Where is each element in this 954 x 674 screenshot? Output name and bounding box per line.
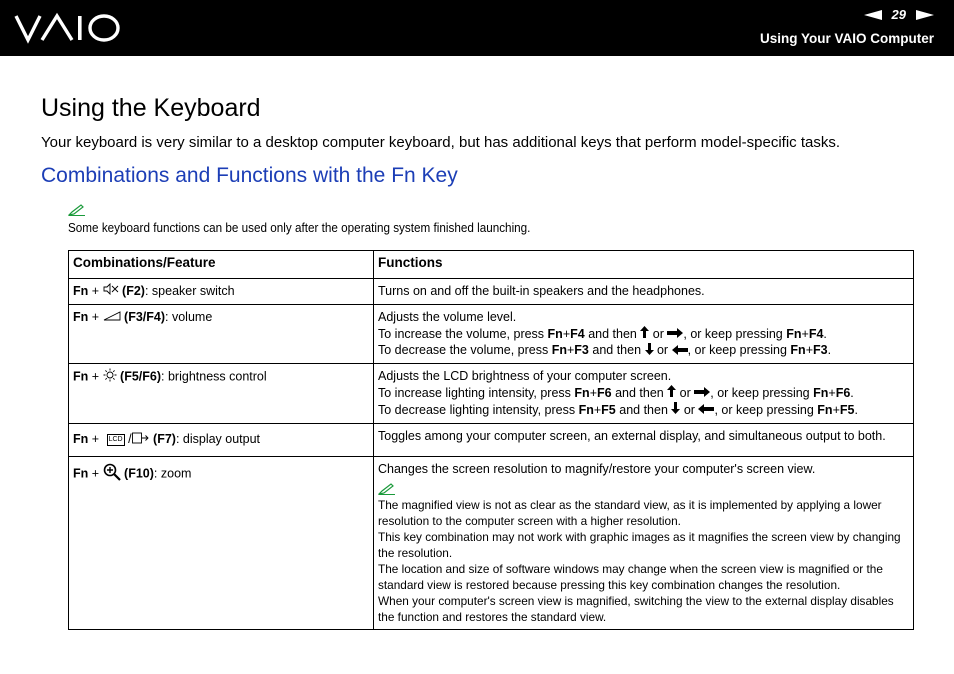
fn-key-label: Fn xyxy=(73,310,89,324)
feature-label: : zoom xyxy=(153,466,192,481)
text: Fn xyxy=(574,385,590,400)
text: Fn xyxy=(547,326,563,341)
combination-cell xyxy=(69,305,374,364)
prev-page-arrow-icon[interactable] xyxy=(864,10,882,20)
text: and then xyxy=(584,326,641,341)
zoom-notes xyxy=(378,497,909,625)
text: F4 xyxy=(570,326,585,341)
function-desc: Adjusts the LCD brightness of your computer screen. xyxy=(378,369,672,384)
slash: / xyxy=(128,432,132,447)
table-row xyxy=(69,279,914,305)
function-cell xyxy=(374,456,914,630)
page-number: 29 xyxy=(891,7,906,22)
note-text: Some keyboard functions can be used only after the operating system finished launching. xyxy=(68,220,531,235)
function-cell: Turns on and off the built-in speakers and the headphones. xyxy=(374,279,914,305)
zoom-icon xyxy=(103,463,121,486)
table-row xyxy=(69,423,914,456)
text: To increase the volume, press xyxy=(378,326,548,341)
text: or xyxy=(649,326,668,341)
key-label: (F2) xyxy=(122,284,145,298)
fn-key-label: Fn xyxy=(73,284,89,298)
note-pencil-icon xyxy=(68,203,86,221)
table-header-row xyxy=(69,251,914,279)
column-header: Functions xyxy=(374,251,914,279)
text: . xyxy=(827,343,832,358)
table-row xyxy=(69,305,914,364)
next-page-arrow-icon[interactable] xyxy=(916,10,934,20)
text: To increase lighting intensity, press xyxy=(378,385,575,400)
zoom-note: When your computer's screen view is magnified, switching the view to the external display disables the function and restores the standard view. xyxy=(378,594,894,625)
function-decrease xyxy=(378,342,909,359)
text: Fn xyxy=(551,343,567,358)
text: + xyxy=(589,385,597,400)
feature-label: : brightness control xyxy=(161,369,267,384)
text: Fn xyxy=(578,402,594,417)
text: + xyxy=(832,402,840,417)
combination-cell xyxy=(69,456,374,630)
fn-key-table xyxy=(68,250,914,630)
text: To decrease lighting intensity, press xyxy=(378,402,579,417)
feature-label: : display output xyxy=(175,432,261,447)
vaio-logo xyxy=(14,12,122,44)
text: + xyxy=(828,385,836,400)
header-bar xyxy=(0,0,954,56)
column-header: Combinations/Feature xyxy=(69,251,374,279)
arrow-right-icon xyxy=(694,385,710,402)
text: F3 xyxy=(813,343,828,358)
text: F6 xyxy=(835,385,851,400)
table-row xyxy=(69,364,914,423)
text: . xyxy=(854,402,858,417)
text: Fn xyxy=(786,326,802,341)
lcd-icon: LCD xyxy=(107,434,125,446)
text: + xyxy=(562,326,571,341)
brightness-icon xyxy=(103,368,117,387)
text: Fn xyxy=(817,402,833,417)
text: + xyxy=(805,343,813,358)
combination-cell xyxy=(69,364,374,423)
arrow-up-icon xyxy=(640,326,649,343)
function-desc: Adjusts the volume level. xyxy=(378,310,517,324)
text: + xyxy=(566,343,575,358)
note-pencil-icon xyxy=(378,483,909,495)
function-desc: Changes the screen resolution to magnify/restore your computer's screen view. xyxy=(378,461,816,476)
key-label: (F10) xyxy=(124,466,154,481)
speaker-off-icon xyxy=(103,283,119,300)
zoom-note: The magnified view is not as clear as the standard view, as it is implemented by applying a lower resolution to the computer screen with a higher resolution. xyxy=(378,498,882,529)
arrow-left-icon xyxy=(672,343,688,360)
key-label: (F7) xyxy=(153,432,176,447)
plus-sign: + xyxy=(91,432,100,447)
page-navigator xyxy=(864,7,934,22)
key-label: (F5/F6) xyxy=(120,369,162,384)
arrow-up-icon xyxy=(667,385,676,402)
function-cell: Toggles among your computer screen, an external display, and simultaneous output to both. xyxy=(374,423,914,456)
arrow-down-icon xyxy=(645,343,654,360)
function-increase xyxy=(378,326,909,343)
key-label: (F3/F4) xyxy=(124,310,166,324)
text: . xyxy=(850,385,854,400)
text: + xyxy=(593,402,602,417)
feature-label: : volume xyxy=(165,310,213,324)
function-increase xyxy=(378,385,909,402)
combination-cell xyxy=(69,279,374,305)
zoom-note: The location and size of software windows may change when the screen view is magnified or the standard view is restored because pressing this key combination changes the resolution. xyxy=(378,562,883,593)
plus-sign: + xyxy=(91,284,100,298)
text: F4 xyxy=(808,326,824,341)
plus-sign: + xyxy=(91,310,100,324)
text: , or keep pressing xyxy=(687,343,791,358)
section-heading: Combinations and Functions with the Fn Key xyxy=(41,164,458,187)
text: F6 xyxy=(597,385,612,400)
function-cell xyxy=(374,305,914,364)
text: + xyxy=(801,326,809,341)
combination-cell xyxy=(69,423,374,456)
fn-key-label: Fn xyxy=(73,432,89,447)
fn-key-label: Fn xyxy=(73,369,89,384)
text: or xyxy=(680,402,699,417)
text: and then xyxy=(615,402,672,417)
text: . xyxy=(823,326,827,341)
text: , or keep pressing xyxy=(714,402,818,417)
feature-label: : speaker switch xyxy=(144,284,235,298)
text: or xyxy=(653,343,672,358)
display-output-icon xyxy=(132,432,150,449)
fn-key-label: Fn xyxy=(73,466,89,481)
text: F5 xyxy=(839,402,855,417)
plus-sign: + xyxy=(91,466,100,481)
section-title: Using Your VAIO Computer xyxy=(759,31,934,46)
function-cell xyxy=(374,364,914,423)
text: , or keep pressing xyxy=(683,326,787,341)
plus-sign: + xyxy=(91,369,100,384)
text: F5 xyxy=(601,402,616,417)
text: Fn xyxy=(790,343,806,358)
arrow-right-icon xyxy=(667,326,683,343)
page-title: Using the Keyboard xyxy=(41,94,261,122)
zoom-note: This key combination may not work with graphic images as it magnifies the screen view by changing the resolution. xyxy=(378,530,901,561)
arrow-left-icon xyxy=(698,402,714,419)
text: and then xyxy=(588,343,645,358)
text: To decrease the volume, press xyxy=(378,343,552,358)
text: , or keep pressing xyxy=(710,385,814,400)
intro-paragraph: Your keyboard is very similar to a desktop computer keyboard, but has additional keys that perform model-specific tasks. xyxy=(41,134,840,151)
volume-icon xyxy=(103,309,121,326)
text: and then xyxy=(611,385,668,400)
text: or xyxy=(676,385,695,400)
text: F3 xyxy=(574,343,589,358)
function-decrease xyxy=(378,402,909,419)
text: Fn xyxy=(813,385,829,400)
table-row xyxy=(69,456,914,630)
